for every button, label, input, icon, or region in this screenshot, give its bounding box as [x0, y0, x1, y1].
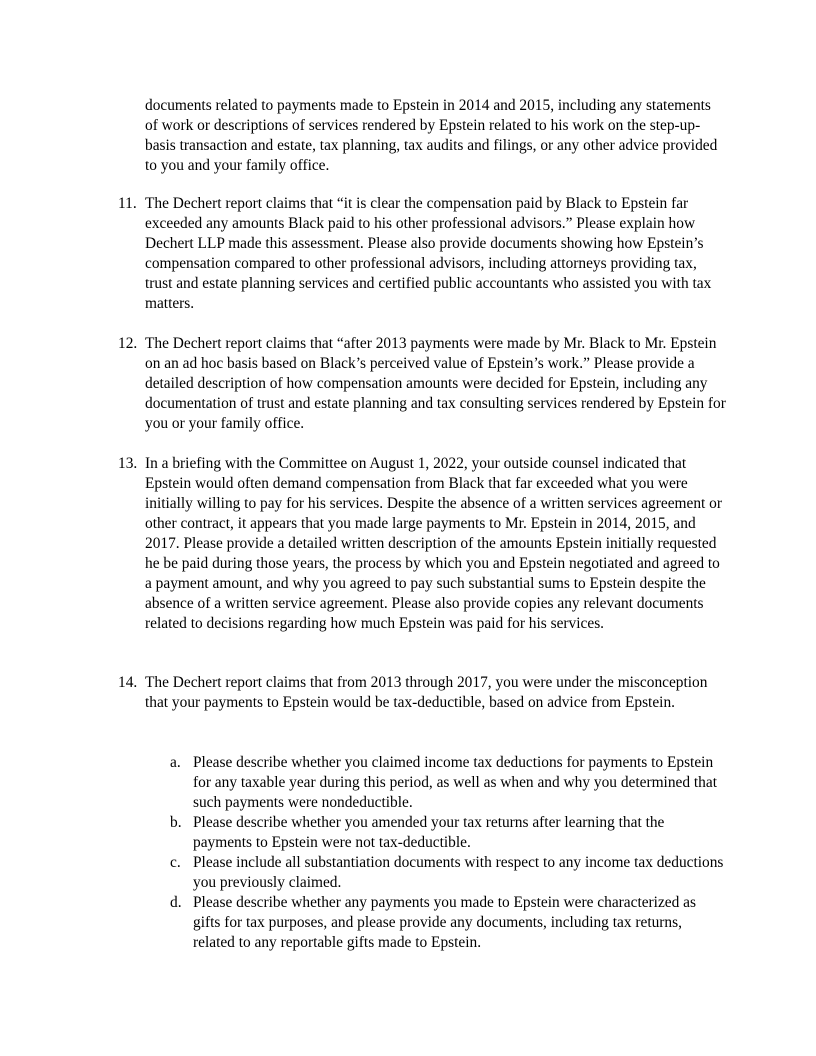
- item-text: The Dechert report claims that from 2013 through 2017, you were under the misconception that your payments to Epstein would be tax-deductible, based on advice from Epstein.: [145, 674, 708, 711]
- item-number: 14.: [118, 674, 138, 691]
- list-item-12: [118, 334, 726, 434]
- sub-item-text: Please describe whether you claimed income tax deductions for payments to Epstein for any taxable year during this period, as well as when and why you determined that such payments were nondeductible.: [193, 754, 717, 811]
- sub-item-text: Please include all substantiation documents with respect to any income tax deductions you previously claimed.: [193, 854, 724, 891]
- sub-list-item-b: [170, 813, 726, 853]
- sub-list-item-d: [170, 893, 726, 953]
- list-item-11: [118, 194, 726, 314]
- item-number: 13.: [118, 455, 138, 472]
- sub-list-item-a: [170, 753, 726, 813]
- sub-item-text: Please describe whether any payments you made to Epstein were characterized as gifts for tax purposes, and please provide any documents, including tax returns, related to any reportable gifts made to Epstein.: [193, 894, 696, 951]
- list-item-14: [118, 673, 726, 713]
- list-item-13: [118, 454, 726, 634]
- item-text: The Dechert report claims that “after 2013 payments were made by Mr. Black to Mr. Epstein on an ad hoc basis based on Black’s perceived value of Epstein’s work.” Please provide a detailed description of how compensation amounts were decided for Epstein, including any documentation of trust and estate planning and tax consulting services rendered by Epstein for you or your family office.: [145, 335, 726, 432]
- sub-item-letter: b.: [170, 814, 182, 831]
- item-text: In a briefing with the Committee on August 1, 2022, your outside counsel indicated that Epstein would often demand compensation from Black that far exceeded what you were initially willing to pay for his services. Despite the absence of a written services agreement or other contract, it appears that you made large payments to Mr. Epstein in 2014, 2015, and 2017. Please provide a detailed written description of the amounts Epstein initially requested he be paid during those years, the process by which you and Epstein negotiated and agreed to a payment amount, and why you agreed to pay such substantial sums to Epstein despite the absence of a written service agreement. Please also provide copies any relevant documents related to decisions regarding how much Epstein was paid for his services.: [145, 455, 722, 632]
- item-number: 12.: [118, 335, 138, 352]
- sub-list-item-c: [170, 853, 726, 893]
- continuation-paragraph: documents related to payments made to Epstein in 2014 and 2015, including any statements of work or descriptions of services rendered by Epstein related to his work on the step-up-basis transaction and estate, tax planning, tax audits and filings, or any other advice provided to you and your family office.: [145, 97, 718, 174]
- item-number: 11.: [118, 195, 137, 212]
- sub-item-letter: a.: [170, 754, 181, 771]
- sub-list: [170, 753, 726, 953]
- sub-item-text: Please describe whether you amended your tax returns after learning that the payments to Epstein were not tax-deductible.: [193, 814, 665, 851]
- sub-item-letter: d.: [170, 894, 182, 911]
- item-text: The Dechert report claims that “it is clear the compensation paid by Black to Epstein far exceeded any amounts Black paid to his other professional advisors.” Please explain how Dechert LLP made this assessment. Please also provide documents showing how Epstein’s compensation compared to other professional advisors, including attorneys providing tax, trust and estate planning services and certified public accountants who assisted you with tax matters.: [145, 195, 712, 312]
- sub-item-letter: c.: [170, 854, 181, 871]
